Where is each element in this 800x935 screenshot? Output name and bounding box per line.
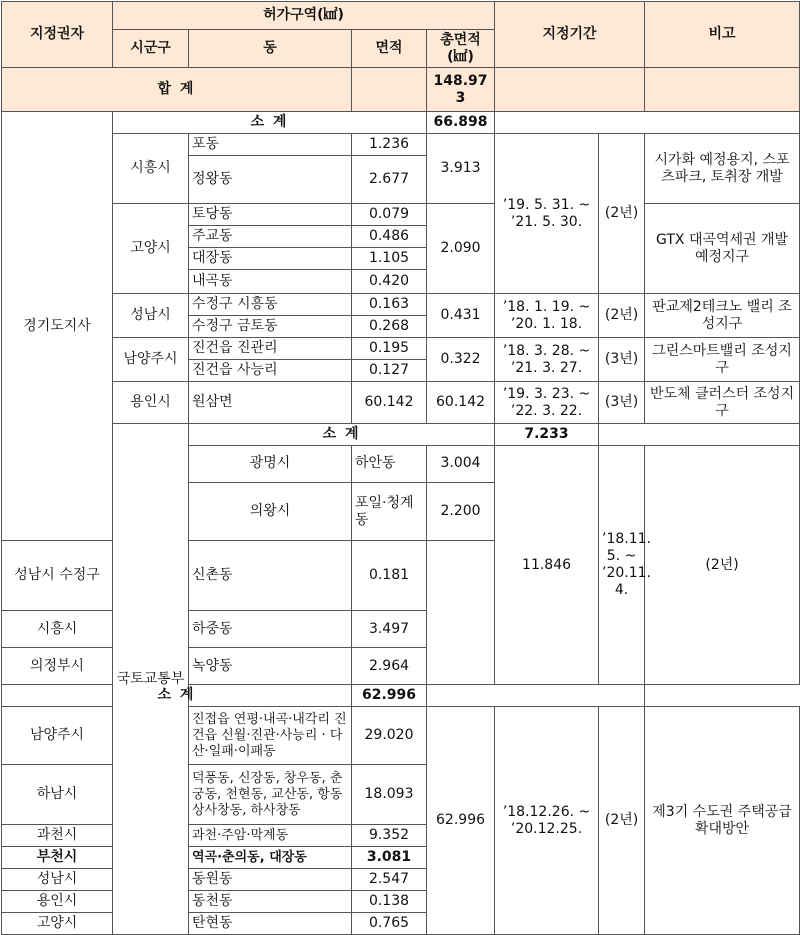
gyeonggi-subtotal-label: 소 계	[113, 112, 427, 134]
period-molit-sub2-start: ’18.12.26. ~	[502, 803, 591, 820]
area-dongwon: 2.547	[352, 869, 427, 891]
city-hanam: 하남시	[2, 765, 113, 825]
dong-sinchon: 신촌동	[189, 541, 352, 611]
dong-haan: 하안동	[352, 446, 427, 483]
dong-hajung: 하중동	[189, 611, 352, 648]
period-molit-sub1-start: ’18.11. 5. ~	[602, 531, 652, 564]
dong-jeongwang: 정왕동	[189, 156, 352, 204]
area-saneung: 0.127	[352, 360, 427, 382]
dong-wonsam: 원삼면	[189, 382, 352, 424]
city-seongnam-2: 성남시	[2, 869, 113, 891]
area-gwacheon: 9.352	[352, 825, 427, 847]
note-molit-sub2: 제3기 수도권 주택공급 확대방안	[645, 707, 800, 935]
period-yongin-end: ’22. 3. 22.	[510, 402, 583, 419]
city-uiwang: 의왕시	[189, 482, 352, 540]
dong-dongwon: 동원동	[189, 869, 352, 891]
city-yongin-2: 용인시	[2, 891, 113, 913]
total-seongnam: 0.431	[427, 294, 495, 338]
city-namyangju-2: 남양주시	[2, 707, 113, 765]
period-yongin	[495, 382, 599, 424]
city-seongnam-sujeong: 성남시 수정구	[2, 541, 113, 611]
area-dongcheon: 0.138	[352, 891, 427, 913]
area-naegok: 0.420	[352, 270, 427, 294]
area-tanhyeon: 0.765	[352, 913, 427, 935]
area-wonsam: 60.142	[352, 382, 427, 424]
header-permit-area: 허가구역(㎢)	[113, 2, 495, 30]
period-seongnam-end: ’20. 1. 18.	[510, 315, 583, 332]
area-jingwan: 0.195	[352, 338, 427, 360]
city-gwangmyeong: 광명시	[189, 446, 352, 483]
area-yeokgok: 3.081	[352, 847, 427, 869]
area-nogyang: 2.964	[352, 648, 427, 685]
grand-total-label: 합 계	[2, 68, 352, 112]
molit-sub1-blank	[599, 424, 800, 446]
period-seongnam	[495, 294, 599, 338]
molit-sub2-blank	[427, 685, 645, 707]
area-daejang: 1.105	[352, 248, 427, 270]
note-namyangju: 그린스마트밸리 조성지구	[645, 338, 800, 382]
period-yongin-start: ’19. 3. 23. ~	[502, 385, 591, 402]
city-goyang: 고양시	[113, 204, 189, 294]
header-city: 시군구	[113, 30, 189, 68]
gyeonggi-subtotal-blank	[495, 112, 800, 134]
dong-saneung: 진건읍 사능리	[189, 360, 352, 382]
total-siheung: 3.913	[427, 134, 495, 204]
total-molit-sub1: 11.846	[495, 446, 599, 685]
city-seongnam: 성남시	[113, 294, 189, 338]
grand-total-value-line2: 3	[455, 89, 466, 106]
dong-dongcheon: 동천동	[189, 891, 352, 913]
area-jinjeop: 29.020	[352, 707, 427, 765]
city-uijeongbu: 의정부시	[2, 648, 113, 685]
period-molit-sub2-end: ’20.12.25.	[510, 820, 583, 837]
years-molit-sub2: (2년)	[599, 707, 645, 935]
total-molit-sub2: 62.996	[427, 707, 495, 935]
dong-todang: 토당동	[189, 204, 352, 226]
period-namyangju-end: ’21. 3. 27.	[510, 359, 583, 376]
header-period: 지정기간	[495, 2, 645, 68]
dong-geumto: 수정구 금토동	[189, 316, 352, 338]
molit-sub1-value: 7.233	[495, 424, 599, 446]
area-sinchon: 0.181	[352, 541, 427, 611]
dong-naegok: 내곡동	[189, 270, 352, 294]
dong-nogyang: 녹양동	[189, 648, 352, 685]
note-yongin: 반도체 클러스터 조성지구	[645, 382, 800, 424]
dong-tanhyeon: 탄현동	[189, 913, 352, 935]
area-po: 1.236	[352, 134, 427, 156]
dong-siheung-dong: 수정구 시흥동	[189, 294, 352, 316]
years-yongin: (3년)	[599, 382, 645, 424]
city-siheung: 시흥시	[113, 134, 189, 204]
area-siheung-dong: 0.163	[352, 294, 427, 316]
area-geumto: 0.268	[352, 316, 427, 338]
period-namyangju	[495, 338, 599, 382]
header-note: 비고	[645, 2, 800, 68]
molit-sub2-value: 62.996	[352, 685, 427, 707]
city-yongin: 용인시	[113, 382, 189, 424]
years-molit-sub1: (2년)	[645, 446, 800, 685]
molit-sub1-label: 소 계	[189, 424, 495, 446]
period-molit-sub1-end: ’20.11. 4.	[602, 565, 652, 598]
dong-jinjeop: 진접읍 연평·내곡·내각리 진건읍 신월·진관·사능리 · 다산·일패·이패동	[189, 707, 352, 765]
city-gwacheon: 과천시	[2, 825, 113, 847]
period-namyangju-start: ’18. 3. 28. ~	[502, 342, 591, 359]
city-goyang-2: 고양시	[2, 913, 113, 935]
years-namyangju: (3년)	[599, 338, 645, 382]
header-area: 면적	[352, 30, 427, 68]
header-total-area-label: 총면적	[440, 31, 481, 48]
area-deokpung: 18.093	[352, 765, 427, 825]
total-goyang: 2.090	[427, 204, 495, 294]
dong-po: 포동	[189, 134, 352, 156]
dong-deokpung: 덕풍동, 신장동, 창우동, 춘궁동, 천현동, 교산동, 항동 상사창동, 하사창동	[189, 765, 352, 825]
period-a-start: ’19. 5. 31. ~	[502, 196, 591, 213]
years-seongnam: (2년)	[599, 294, 645, 338]
note-siheung: 시가화 예정용지, 스포츠파크, 토취장 개발	[645, 134, 800, 204]
area-jeongwang: 2.677	[352, 156, 427, 204]
area-poil: 2.200	[427, 482, 495, 540]
city-bucheon: 부천시	[2, 847, 113, 869]
header-total-area-unit: (㎢)	[447, 48, 474, 65]
header-authority: 지정권자	[2, 2, 113, 68]
area-haan: 3.004	[427, 446, 495, 483]
period-a-years: (2년)	[599, 134, 645, 294]
period-seongnam-start: ’18. 1. 19. ~	[502, 298, 591, 315]
molit-sub2-label: 소 계	[2, 685, 352, 707]
grand-total-note-blank	[645, 68, 800, 112]
grand-total-blank	[352, 68, 427, 112]
area-todang: 0.079	[352, 204, 427, 226]
dong-poil: 포일·청계동	[352, 482, 427, 540]
dong-jugyo: 주교동	[189, 226, 352, 248]
total-namyangju: 0.322	[427, 338, 495, 382]
total-yongin: 60.142	[427, 382, 495, 424]
header-total-area	[427, 30, 495, 68]
dong-daejang: 대장동	[189, 248, 352, 270]
grand-total-value-line1: 148.97	[433, 72, 488, 89]
note-seongnam: 판교제2테크노 밸리 조성지구	[645, 294, 800, 338]
city-siheung-2: 시흥시	[2, 611, 113, 648]
period-a	[495, 134, 599, 294]
dong-jingwan: 진건읍 진관리	[189, 338, 352, 360]
period-molit-sub1	[599, 446, 652, 685]
gyeonggi-subtotal-value: 66.898	[427, 112, 495, 134]
grand-total-period-blank	[495, 68, 645, 112]
note-goyang: GTX 대곡역세권 개발 예정지구	[645, 204, 800, 294]
area-jugyo: 0.486	[352, 226, 427, 248]
dong-yeokgok: 역곡·춘의동, 대장동	[189, 847, 352, 869]
authority-gyeonggi: 경기도지사	[2, 112, 113, 541]
dong-gwacheon: 과천·주암·막계동	[189, 825, 352, 847]
period-molit-sub2	[495, 707, 599, 935]
permit-zone-table	[1, 1, 800, 935]
grand-total-value	[427, 68, 495, 112]
area-hajung: 3.497	[352, 611, 427, 648]
header-dong: 동	[189, 30, 352, 68]
period-a-end: ’21. 5. 30.	[510, 213, 583, 230]
city-namyangju: 남양주시	[113, 338, 189, 382]
authority-molit: 국토교통부	[113, 424, 189, 935]
